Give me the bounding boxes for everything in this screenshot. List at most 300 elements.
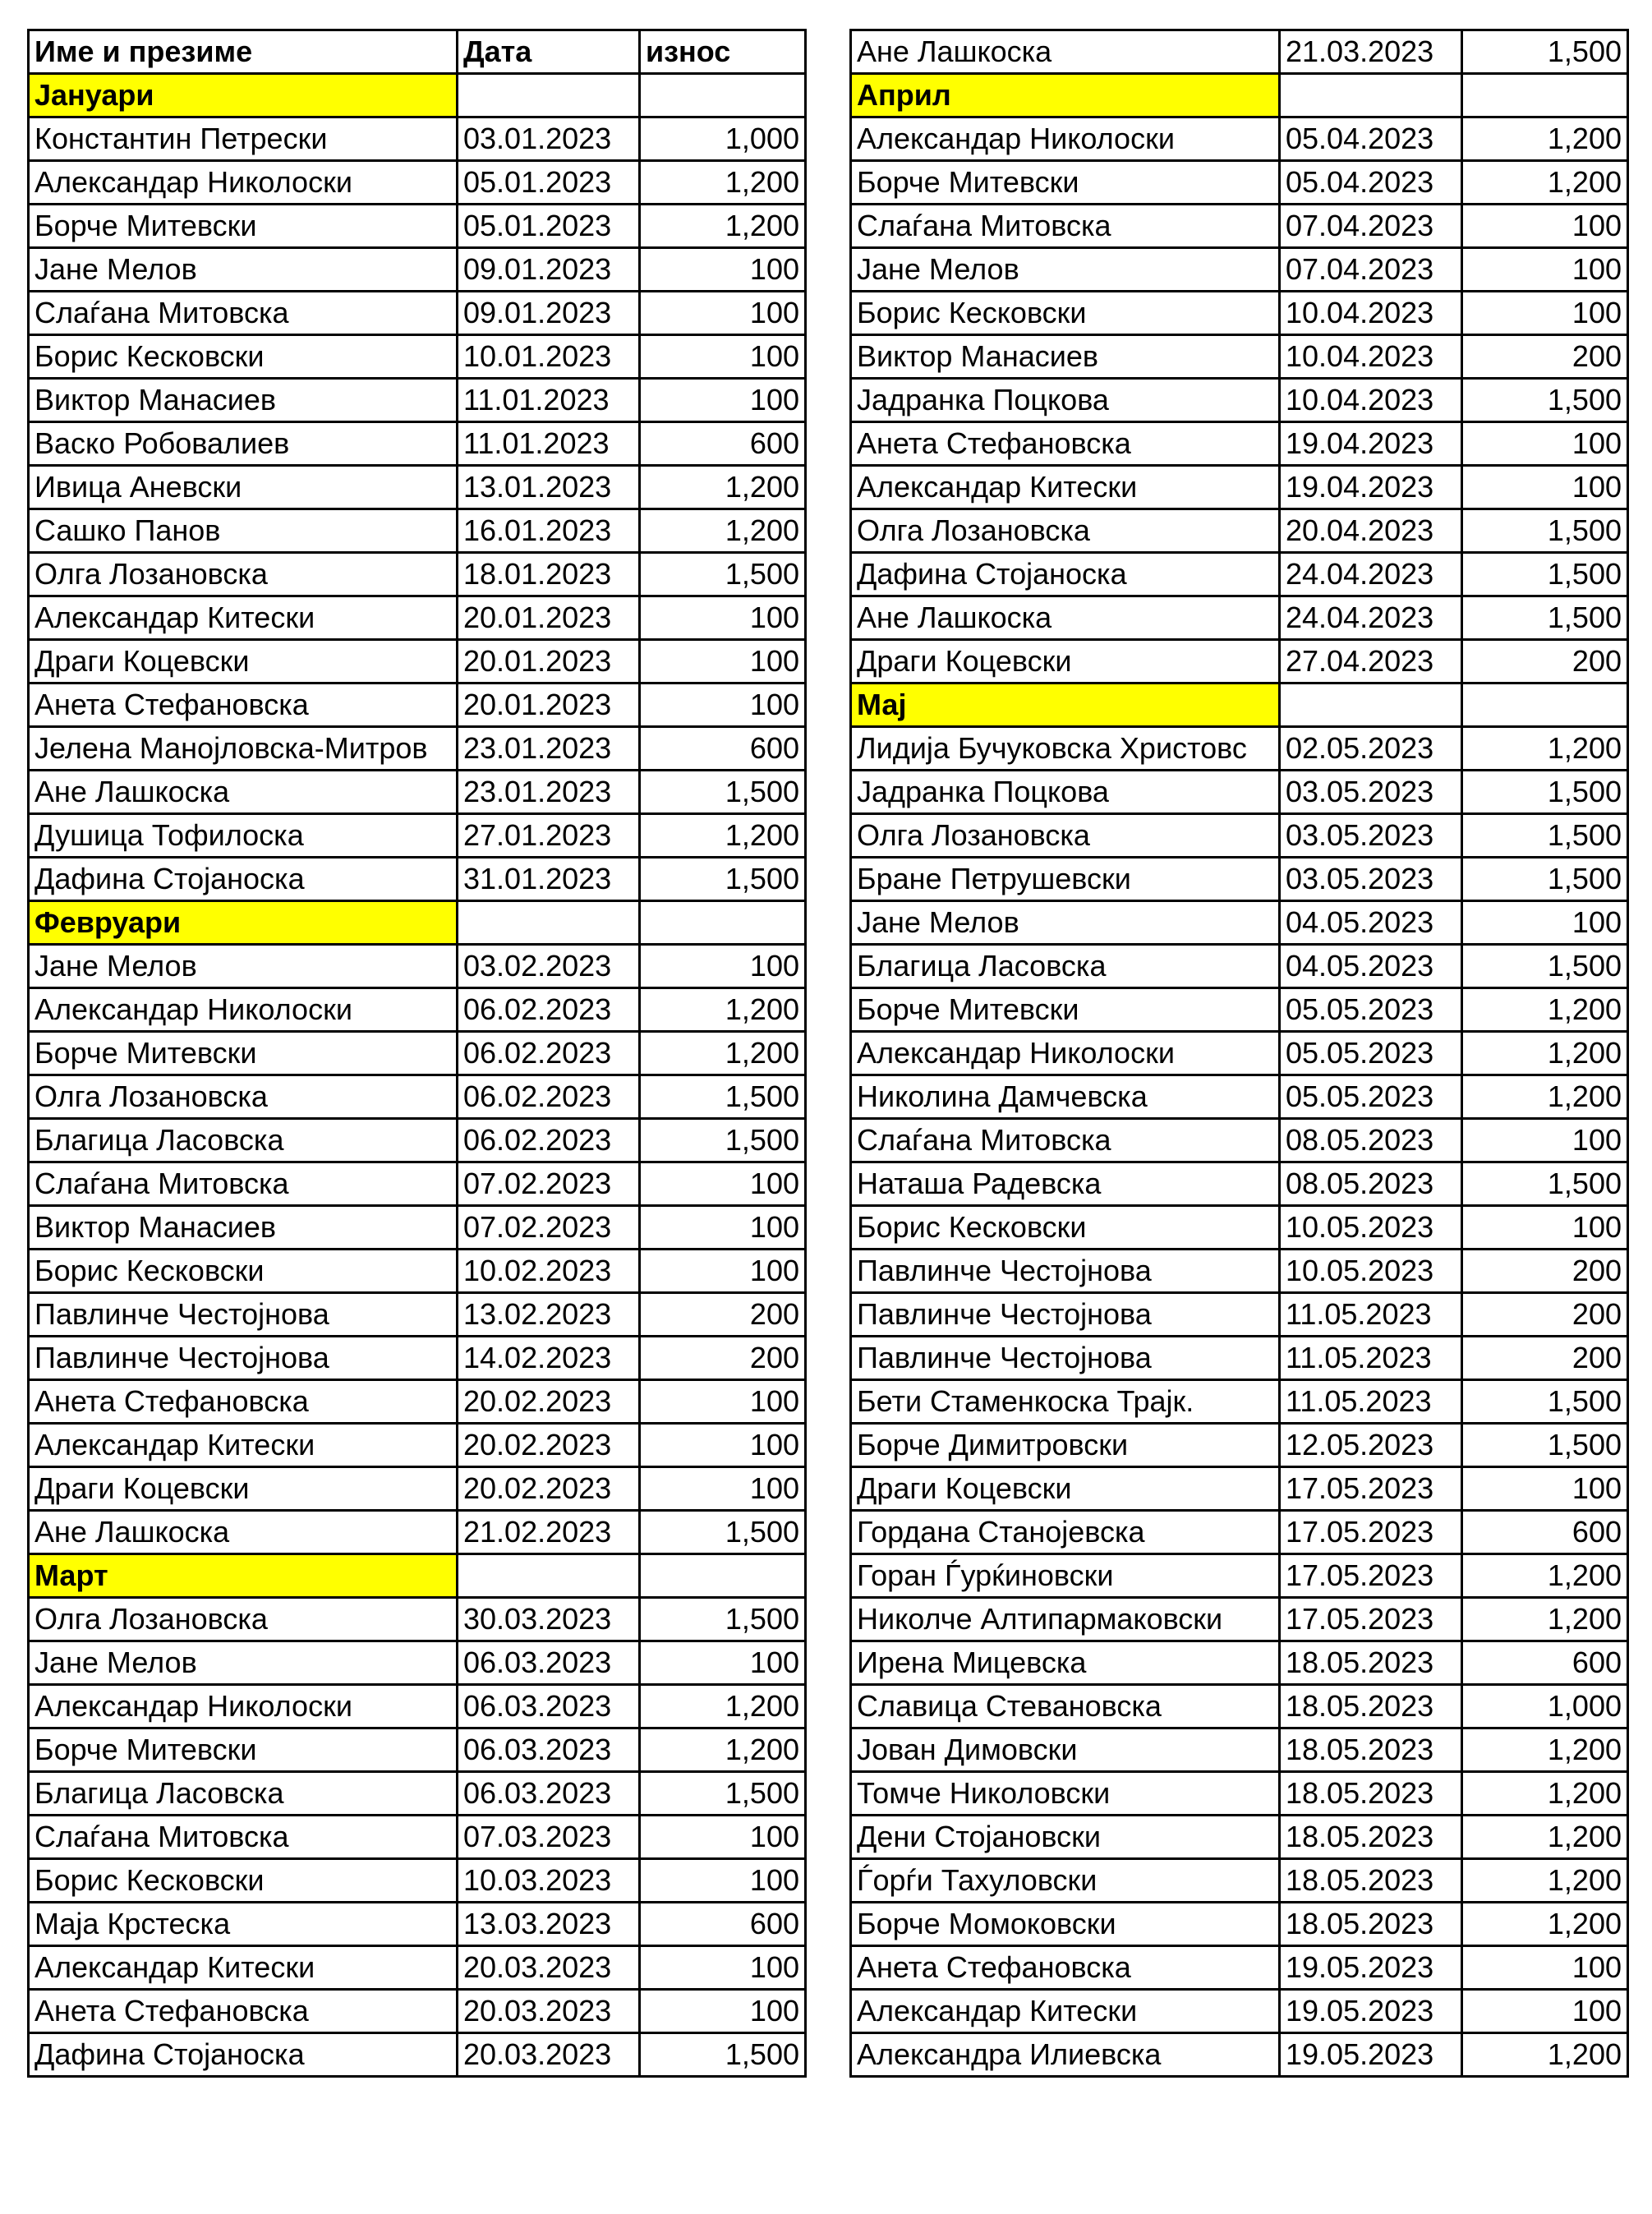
name-cell: Александар Николоски	[29, 988, 458, 1032]
date-cell: 05.05.2023	[1280, 1032, 1462, 1075]
amount-cell: 1,500	[1462, 1380, 1628, 1424]
date-cell: 03.01.2023	[458, 117, 640, 161]
month-label: Февруари	[29, 901, 458, 945]
empty-cell	[458, 901, 640, 945]
table-row	[851, 1075, 1628, 1119]
amount-cell: 1,200	[1462, 1598, 1628, 1641]
date-cell: 18.05.2023	[1280, 1859, 1462, 1903]
table-row	[851, 509, 1628, 553]
amount-cell: 100	[640, 1162, 806, 1206]
amount-cell: 1,500	[1462, 858, 1628, 901]
table-row	[29, 1946, 806, 1990]
name-cell: Јане Мелов	[29, 248, 458, 292]
table-row	[29, 640, 806, 684]
table-row	[851, 640, 1628, 684]
month-row	[851, 74, 1628, 117]
name-cell: Наташа Радевска	[851, 1162, 1280, 1206]
amount-cell: 100	[640, 1990, 806, 2033]
name-cell: Јане Мелов	[29, 1641, 458, 1685]
name-cell: Олга Лозановска	[851, 814, 1280, 858]
table-row	[851, 1772, 1628, 1816]
date-cell: 08.05.2023	[1280, 1162, 1462, 1206]
empty-cell	[1462, 74, 1628, 117]
amount-cell: 1,200	[640, 1728, 806, 1772]
amount-cell: 1,200	[1462, 1554, 1628, 1598]
date-cell: 05.04.2023	[1280, 161, 1462, 205]
amount-cell: 100	[640, 1380, 806, 1424]
amount-cell: 200	[1462, 335, 1628, 379]
name-cell: Сашко Панов	[29, 509, 458, 553]
amount-cell: 1,500	[640, 1772, 806, 1816]
month-row	[29, 1554, 806, 1598]
date-cell: 23.01.2023	[458, 771, 640, 814]
name-cell: Васко Робовалиев	[29, 422, 458, 466]
date-cell: 10.04.2023	[1280, 379, 1462, 422]
amount-cell: 100	[1462, 1467, 1628, 1511]
empty-cell	[458, 74, 640, 117]
amount-cell: 1,500	[640, 553, 806, 596]
amount-cell: 100	[640, 292, 806, 335]
amount-cell: 200	[1462, 640, 1628, 684]
amount-cell: 1,200	[1462, 1032, 1628, 1075]
table-row	[29, 1728, 806, 1772]
month-row	[851, 684, 1628, 727]
amount-cell: 1,200	[1462, 1816, 1628, 1859]
date-cell: 10.05.2023	[1280, 1206, 1462, 1250]
name-cell: Виктор Манасиев	[29, 1206, 458, 1250]
amount-cell: 1,500	[640, 1511, 806, 1554]
table-row	[851, 1990, 1628, 2033]
name-cell: Дафина Стојаноска	[851, 553, 1280, 596]
table-row	[29, 1250, 806, 1293]
table-row	[851, 1250, 1628, 1293]
amount-cell: 1,200	[1462, 1772, 1628, 1816]
amount-cell: 600	[640, 1903, 806, 1946]
date-cell: 06.02.2023	[458, 1075, 640, 1119]
amount-cell: 200	[1462, 1337, 1628, 1380]
table-row	[851, 988, 1628, 1032]
date-cell: 03.05.2023	[1280, 771, 1462, 814]
table-row	[29, 248, 806, 292]
table-row	[851, 117, 1628, 161]
date-cell: 18.05.2023	[1280, 1728, 1462, 1772]
amount-cell: 1,500	[1462, 1162, 1628, 1206]
table-row	[851, 553, 1628, 596]
date-cell: 21.03.2023	[1280, 30, 1462, 74]
amount-cell: 100	[640, 684, 806, 727]
name-cell: Дафина Стојаноска	[29, 858, 458, 901]
amount-cell: 1,200	[640, 161, 806, 205]
table-row	[851, 335, 1628, 379]
name-cell: Благица Ласовска	[29, 1119, 458, 1162]
table-row	[29, 1119, 806, 1162]
date-cell: 18.05.2023	[1280, 1641, 1462, 1685]
table-row	[29, 727, 806, 771]
date-cell: 10.05.2023	[1280, 1250, 1462, 1293]
table-row	[851, 1685, 1628, 1728]
table-row	[851, 1206, 1628, 1250]
amount-cell: 1,500	[1462, 509, 1628, 553]
empty-cell	[640, 74, 806, 117]
table-row	[29, 1990, 806, 2033]
table-row	[851, 1424, 1628, 1467]
amount-cell: 1,200	[1462, 117, 1628, 161]
name-cell: Бети Стаменкоска Трајк.	[851, 1380, 1280, 1424]
name-cell: Виктор Манасиев	[29, 379, 458, 422]
date-cell: 07.02.2023	[458, 1162, 640, 1206]
name-cell: Анета Стефановска	[29, 684, 458, 727]
amount-cell: 1,500	[1462, 771, 1628, 814]
table-row	[29, 466, 806, 509]
amount-cell: 100	[1462, 901, 1628, 945]
amount-cell: 1,200	[640, 814, 806, 858]
table-row	[29, 1685, 806, 1728]
table-row	[29, 1293, 806, 1337]
date-cell: 17.05.2023	[1280, 1598, 1462, 1641]
date-cell: 17.05.2023	[1280, 1554, 1462, 1598]
name-cell: Александар Китески	[851, 1990, 1280, 2033]
table-row	[851, 1119, 1628, 1162]
name-cell: Јане Мелов	[851, 901, 1280, 945]
amount-cell: 100	[640, 640, 806, 684]
header-row	[29, 30, 806, 74]
table-row	[851, 1946, 1628, 1990]
date-cell: 19.04.2023	[1280, 422, 1462, 466]
name-cell: Олга Лозановска	[29, 1598, 458, 1641]
amount-cell: 100	[640, 1641, 806, 1685]
table-row	[851, 2033, 1628, 2077]
name-cell: Александар Китески	[851, 466, 1280, 509]
name-cell: Дени Стојановски	[851, 1816, 1280, 1859]
date-cell: 13.01.2023	[458, 466, 640, 509]
table-row	[851, 1728, 1628, 1772]
amount-cell: 1,200	[640, 988, 806, 1032]
date-cell: 11.05.2023	[1280, 1380, 1462, 1424]
date-cell: 20.03.2023	[458, 1946, 640, 1990]
table-row	[29, 684, 806, 727]
amount-cell: 1,200	[640, 509, 806, 553]
empty-cell	[1280, 684, 1462, 727]
table-row	[29, 205, 806, 248]
amount-cell: 200	[640, 1337, 806, 1380]
name-cell: Славица Стевановска	[851, 1685, 1280, 1728]
name-cell: Павлинче Честојнова	[851, 1293, 1280, 1337]
date-cell: 20.04.2023	[1280, 509, 1462, 553]
name-cell: Александар Николоски	[29, 161, 458, 205]
empty-cell	[640, 1554, 806, 1598]
amount-cell: 100	[1462, 1119, 1628, 1162]
amount-cell: 600	[640, 422, 806, 466]
name-cell: Слаѓана Митовска	[29, 1816, 458, 1859]
table-row	[851, 248, 1628, 292]
date-cell: 03.05.2023	[1280, 858, 1462, 901]
name-cell: Дафина Стојаноска	[29, 2033, 458, 2077]
table-row	[851, 1859, 1628, 1903]
month-label: Јануари	[29, 74, 458, 117]
table-row	[29, 858, 806, 901]
name-cell: Олга Лозановска	[29, 553, 458, 596]
date-cell: 18.05.2023	[1280, 1685, 1462, 1728]
name-cell: Драги Коцевски	[851, 640, 1280, 684]
amount-cell: 1,200	[640, 1685, 806, 1728]
empty-cell	[1280, 74, 1462, 117]
table-row	[851, 30, 1628, 74]
amount-cell: 600	[1462, 1641, 1628, 1685]
name-cell: Благица Ласовска	[29, 1772, 458, 1816]
amount-cell: 1,500	[640, 1119, 806, 1162]
table-row	[851, 945, 1628, 988]
amount-cell: 1,500	[1462, 30, 1628, 74]
table-row	[29, 1903, 806, 1946]
name-cell: Константин Петрески	[29, 117, 458, 161]
table-row	[851, 1032, 1628, 1075]
date-cell: 11.05.2023	[1280, 1293, 1462, 1337]
table-row	[851, 814, 1628, 858]
table-row	[29, 1641, 806, 1685]
date-cell: 20.02.2023	[458, 1467, 640, 1511]
name-cell: Борче Митевски	[29, 1032, 458, 1075]
date-cell: 31.01.2023	[458, 858, 640, 901]
date-cell: 05.05.2023	[1280, 988, 1462, 1032]
name-cell: Слаѓана Митовска	[851, 205, 1280, 248]
empty-cell	[458, 1554, 640, 1598]
amount-cell: 1,200	[1462, 1859, 1628, 1903]
name-cell: Анета Стефановска	[851, 422, 1280, 466]
date-cell: 05.04.2023	[1280, 117, 1462, 161]
amount-cell: 100	[640, 596, 806, 640]
amount-cell: 1,200	[1462, 988, 1628, 1032]
date-cell: 20.01.2023	[458, 640, 640, 684]
name-cell: Слаѓана Митовска	[29, 292, 458, 335]
date-cell: 11.01.2023	[458, 379, 640, 422]
amount-cell: 1,000	[640, 117, 806, 161]
date-cell: 18.05.2023	[1280, 1772, 1462, 1816]
name-cell: Ане Лашкоска	[29, 771, 458, 814]
amount-cell: 100	[640, 1206, 806, 1250]
amount-cell: 100	[1462, 466, 1628, 509]
name-cell: Јадранка Поцкова	[851, 771, 1280, 814]
name-cell: Јелена Манојловска-Митров	[29, 727, 458, 771]
amount-cell: 100	[640, 1859, 806, 1903]
amount-cell: 100	[1462, 1990, 1628, 2033]
date-cell: 03.05.2023	[1280, 814, 1462, 858]
name-cell: Александар Китески	[29, 1946, 458, 1990]
month-row	[29, 74, 806, 117]
amount-cell: 100	[640, 379, 806, 422]
name-cell: Јане Мелов	[851, 248, 1280, 292]
amount-cell: 100	[640, 248, 806, 292]
date-cell: 05.05.2023	[1280, 1075, 1462, 1119]
name-cell: Олга Лозановска	[851, 509, 1280, 553]
amount-cell: 100	[640, 1424, 806, 1467]
date-cell: 14.02.2023	[458, 1337, 640, 1380]
month-label: Април	[851, 74, 1280, 117]
table-row	[29, 1337, 806, 1380]
table-row	[29, 1424, 806, 1467]
table-row	[29, 379, 806, 422]
amount-cell: 1,500	[640, 858, 806, 901]
name-cell: Томче Николовски	[851, 1772, 1280, 1816]
name-cell: Борче Митевски	[29, 1728, 458, 1772]
date-cell: 11.05.2023	[1280, 1337, 1462, 1380]
amount-cell: 200	[1462, 1250, 1628, 1293]
header-name: Име и презиме	[29, 30, 458, 74]
month-label: Март	[29, 1554, 458, 1598]
month-label: Мај	[851, 684, 1280, 727]
name-cell: Борис Кесковски	[851, 292, 1280, 335]
date-cell: 06.02.2023	[458, 1032, 640, 1075]
name-cell: Јане Мелов	[29, 945, 458, 988]
date-cell: 07.03.2023	[458, 1816, 640, 1859]
amount-cell: 1,200	[640, 466, 806, 509]
date-cell: 13.02.2023	[458, 1293, 640, 1337]
date-cell: 06.03.2023	[458, 1685, 640, 1728]
table-row	[851, 1162, 1628, 1206]
date-cell: 10.02.2023	[458, 1250, 640, 1293]
amount-cell: 1,200	[1462, 1075, 1628, 1119]
name-cell: Борче Митевски	[851, 161, 1280, 205]
table-row	[851, 1816, 1628, 1859]
amount-cell: 1,200	[1462, 161, 1628, 205]
table-row	[851, 727, 1628, 771]
amount-cell: 1,200	[1462, 727, 1628, 771]
name-cell: Драги Коцевски	[29, 1467, 458, 1511]
date-cell: 06.03.2023	[458, 1728, 640, 1772]
table-row	[851, 1293, 1628, 1337]
date-cell: 24.04.2023	[1280, 553, 1462, 596]
header-date: Дата	[458, 30, 640, 74]
date-cell: 03.02.2023	[458, 945, 640, 988]
amount-cell: 1,500	[640, 1598, 806, 1641]
name-cell: Павлинче Честојнова	[851, 1337, 1280, 1380]
name-cell: Драги Коцевски	[29, 640, 458, 684]
name-cell: Борис Кесковски	[29, 1859, 458, 1903]
name-cell: Виктор Манасиев	[851, 335, 1280, 379]
table-row	[851, 466, 1628, 509]
table-row	[851, 771, 1628, 814]
name-cell: Александар Китески	[29, 596, 458, 640]
date-cell: 20.02.2023	[458, 1424, 640, 1467]
amount-cell: 200	[1462, 1293, 1628, 1337]
amount-cell: 1,500	[1462, 553, 1628, 596]
amount-cell: 100	[1462, 1946, 1628, 1990]
table-row	[29, 1075, 806, 1119]
date-cell: 24.04.2023	[1280, 596, 1462, 640]
amount-cell: 1,500	[1462, 945, 1628, 988]
table-row	[29, 161, 806, 205]
date-cell: 30.03.2023	[458, 1598, 640, 1641]
name-cell: Павлинче Честојнова	[29, 1293, 458, 1337]
amount-cell: 1,200	[1462, 1903, 1628, 1946]
date-cell: 09.01.2023	[458, 292, 640, 335]
amount-cell: 100	[1462, 205, 1628, 248]
name-cell: Бране Петрушевски	[851, 858, 1280, 901]
date-cell: 12.05.2023	[1280, 1424, 1462, 1467]
table-row	[29, 1162, 806, 1206]
name-cell: Борис Кесковски	[29, 335, 458, 379]
amount-cell: 1,500	[640, 771, 806, 814]
table-row	[851, 205, 1628, 248]
date-cell: 06.02.2023	[458, 1119, 640, 1162]
name-cell: Ивица Аневски	[29, 466, 458, 509]
table-row	[851, 379, 1628, 422]
name-cell: Анета Стефановска	[29, 1380, 458, 1424]
date-cell: 10.03.2023	[458, 1859, 640, 1903]
table-row	[851, 1554, 1628, 1598]
date-cell: 06.02.2023	[458, 988, 640, 1032]
amount-cell: 1,500	[640, 1075, 806, 1119]
amount-cell: 1,500	[1462, 1424, 1628, 1467]
date-cell: 19.05.2023	[1280, 2033, 1462, 2077]
amount-cell: 100	[1462, 248, 1628, 292]
name-cell: Олга Лозановска	[29, 1075, 458, 1119]
date-cell: 05.01.2023	[458, 205, 640, 248]
table-body-right	[851, 30, 1628, 2077]
name-cell: Александар Николоски	[851, 1032, 1280, 1075]
amount-cell: 1,200	[640, 205, 806, 248]
name-cell: Душица Тофилоска	[29, 814, 458, 858]
amount-cell: 100	[640, 1816, 806, 1859]
name-cell: Ане Лашкоска	[851, 30, 1280, 74]
table-row	[851, 1598, 1628, 1641]
amount-cell: 1,000	[1462, 1685, 1628, 1728]
name-cell: Анета Стефановска	[851, 1946, 1280, 1990]
donations-table-right	[849, 29, 1629, 2078]
name-cell: Јован Димовски	[851, 1728, 1280, 1772]
amount-cell: 1,200	[1462, 2033, 1628, 2077]
date-cell: 27.01.2023	[458, 814, 640, 858]
name-cell: Николина Дамчевска	[851, 1075, 1280, 1119]
table-row	[29, 1511, 806, 1554]
table-row	[29, 1598, 806, 1641]
amount-cell: 100	[640, 335, 806, 379]
table-row	[851, 858, 1628, 901]
name-cell: Ане Лашкоска	[851, 596, 1280, 640]
name-cell: Александар Николоски	[29, 1685, 458, 1728]
amount-cell: 600	[1462, 1511, 1628, 1554]
table-row	[851, 901, 1628, 945]
date-cell: 19.04.2023	[1280, 466, 1462, 509]
amount-cell: 600	[640, 727, 806, 771]
table-row	[29, 335, 806, 379]
table-row	[29, 2033, 806, 2077]
date-cell: 20.03.2023	[458, 2033, 640, 2077]
date-cell: 10.04.2023	[1280, 335, 1462, 379]
table-row	[851, 292, 1628, 335]
date-cell: 07.04.2023	[1280, 205, 1462, 248]
date-cell: 17.05.2023	[1280, 1467, 1462, 1511]
name-cell: Слаѓана Митовска	[29, 1162, 458, 1206]
table-row	[29, 1772, 806, 1816]
date-cell: 20.03.2023	[458, 1990, 640, 2033]
empty-cell	[1462, 684, 1628, 727]
donations-table-left	[27, 29, 807, 2078]
date-cell: 07.02.2023	[458, 1206, 640, 1250]
table-row	[29, 1859, 806, 1903]
table-row	[29, 117, 806, 161]
amount-cell: 100	[640, 1467, 806, 1511]
name-cell: Николче Алтипармаковски	[851, 1598, 1280, 1641]
date-cell: 13.03.2023	[458, 1903, 640, 1946]
date-cell: 09.01.2023	[458, 248, 640, 292]
table-row	[29, 1032, 806, 1075]
table-row	[29, 553, 806, 596]
date-cell: 20.02.2023	[458, 1380, 640, 1424]
table-row	[29, 1816, 806, 1859]
table-row	[29, 1206, 806, 1250]
name-cell: Ане Лашкоска	[29, 1511, 458, 1554]
name-cell: Јадранка Поцкова	[851, 379, 1280, 422]
